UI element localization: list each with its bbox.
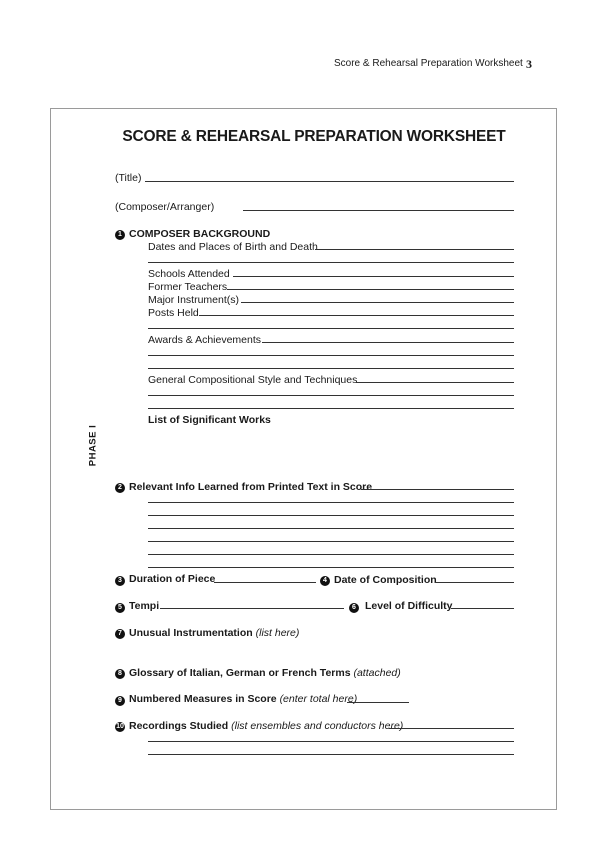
relevant-info-label: Relevant Info Learned from Printed Text in Score [129,481,373,493]
relevant-info-line-3[interactable] [148,515,514,516]
composer-field-line[interactable] [243,210,514,211]
glossary-note: (attached) [353,667,401,679]
relevant-info-line-7[interactable] [148,567,514,568]
recordings-line-2[interactable] [148,741,514,742]
section-8-number-icon: 8 [115,669,125,679]
instrumentation-label: Unusual Instrumentation [129,627,253,639]
composer-background-heading: COMPOSER BACKGROUND [129,228,271,240]
recordings-note: (list ensembles and conductors here) [231,720,404,732]
measures-label: Numbered Measures in Score [129,693,277,705]
difficulty-label: Level of Difficulty [365,600,453,612]
section-9-number-icon: 9 [115,696,125,706]
recordings-line-1[interactable] [389,728,514,729]
duration-label: Duration of Piece [129,573,216,585]
section-1-number-icon: 1 [115,230,125,240]
section-10-number-icon: 10 [116,723,124,730]
relevant-info-line-1[interactable] [361,489,514,490]
instrument-line[interactable] [241,302,514,303]
date-of-composition-line[interactable] [435,582,514,583]
worksheet-title: SCORE & REHEARSAL PREPARATION WORKSHEET [122,128,506,145]
significant-works-label: List of Significant Works [148,414,271,426]
section-5-number-icon: 5 [115,603,125,613]
tempi-line[interactable] [160,608,344,609]
teachers-line[interactable] [227,289,514,290]
instrumentation-row [129,626,299,640]
dates-line-1[interactable] [315,249,514,250]
recordings-label: Recordings Studied [129,720,229,732]
running-header-title: Score & Rehearsal Preparation Worksheet [334,58,523,69]
measures-line[interactable] [347,702,409,703]
style-label: General Compositional Style and Techniques [148,374,358,386]
awards-line-3[interactable] [148,368,514,369]
dates-line-2[interactable] [148,262,514,263]
dates-label: Dates and Places of Birth and Death [148,241,318,253]
awards-label: Awards & Achievements [148,334,262,346]
style-line-3[interactable] [148,408,514,409]
schools-line[interactable] [233,276,514,277]
section-2-number-icon: 2 [115,483,125,493]
posts-line-2[interactable] [148,328,514,329]
awards-line-2[interactable] [148,355,514,356]
measures-row [129,692,357,706]
recordings-row [129,719,403,733]
instrumentation-note: (list here) [255,627,300,639]
phase-label: PHASE I [87,424,99,467]
awards-line-1[interactable] [262,342,514,343]
section-4-number-icon: 4 [320,576,330,586]
measures-note: (enter total here) [279,693,358,705]
relevant-info-line-5[interactable] [148,541,514,542]
section-6-number-icon: 6 [349,603,359,613]
relevant-info-line-4[interactable] [148,528,514,529]
title-field-label: (Title) [115,172,142,184]
glossary-label: Glossary of Italian, German or French Terms [129,667,351,679]
tempi-label: Tempi [129,600,160,612]
glossary-row [129,666,401,680]
instrument-label: Major Instrument(s) [148,294,240,306]
style-line-1[interactable] [356,382,514,383]
composer-field-label: (Composer/Arranger) [115,201,215,213]
posts-label: Posts Held [148,307,199,319]
relevant-info-line-2[interactable] [148,502,514,503]
recordings-line-3[interactable] [148,754,514,755]
section-3-number-icon: 3 [115,576,125,586]
page-number: 3 [526,57,532,71]
style-line-2[interactable] [148,395,514,396]
posts-line-1[interactable] [199,315,514,316]
date-of-composition-label: Date of Composition [334,574,437,586]
title-field-line[interactable] [145,181,514,182]
section-7-number-icon: 7 [115,629,125,639]
schools-label: Schools Attended [148,268,230,280]
difficulty-line[interactable] [451,608,514,609]
relevant-info-line-6[interactable] [148,554,514,555]
duration-line[interactable] [214,582,316,583]
teachers-label: Former Teachers [148,281,228,293]
